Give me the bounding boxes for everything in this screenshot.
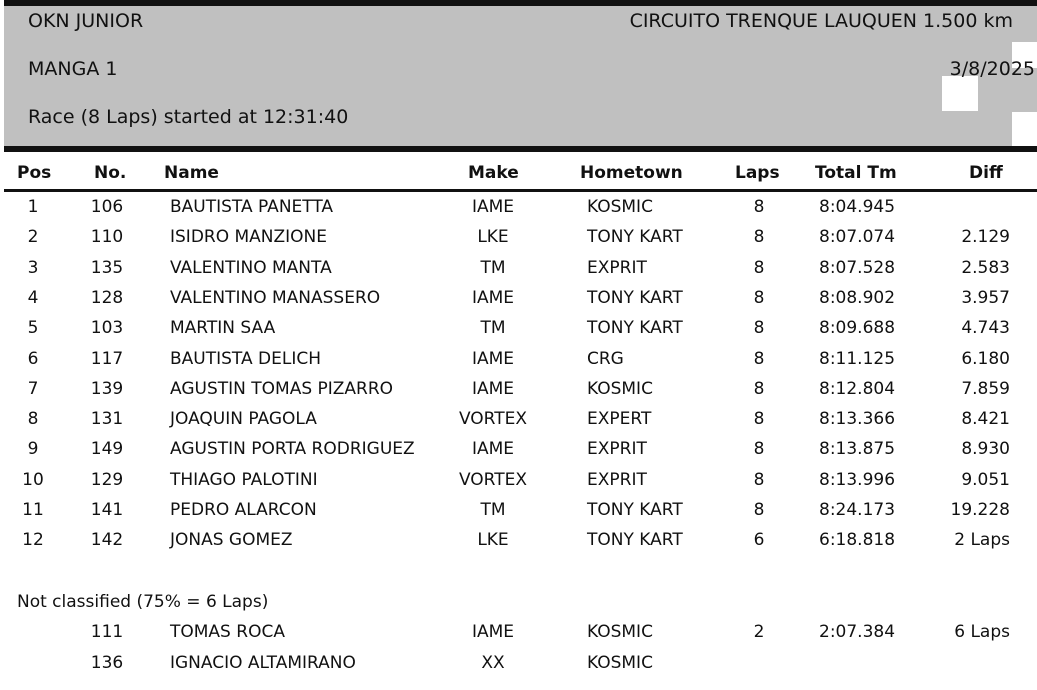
cell-hometown: TONY KART: [587, 287, 683, 308]
cell-pos: 12: [22, 530, 44, 551]
header-bottom-rule: [4, 146, 1037, 152]
cell-pos: 11: [22, 500, 44, 520]
cell-diff: 4.743: [961, 318, 1010, 339]
cell-laps: 8: [753, 197, 765, 217]
cell-name: BAUTISTA PANETTA: [170, 197, 334, 217]
column-header-rule: [4, 189, 1037, 192]
cell-name: AGUSTIN TOMAS PIZARRO: [170, 378, 394, 399]
cell-total-time: 8:24.173: [819, 500, 896, 520]
cell-number: 135: [90, 257, 124, 278]
col-name-header: Name: [164, 163, 219, 183]
cell-hometown: KOSMIC: [587, 652, 653, 673]
cell-make: LKE: [477, 227, 509, 248]
col-laps-header: Laps: [735, 163, 780, 183]
cell-laps: 8: [753, 348, 765, 369]
cell-name: JOAQUIN PAGOLA: [170, 409, 317, 430]
cell-pos: 10: [22, 469, 44, 490]
cell-total-time: 8:07.528: [819, 257, 896, 278]
cell-diff: 6 Laps: [954, 622, 1010, 642]
cell-pos: 2: [27, 227, 39, 248]
cell-make: VORTEX: [458, 469, 528, 490]
cell-laps: 2: [753, 622, 765, 642]
cell-name: JONAS GOMEZ: [170, 530, 293, 551]
cell-make: LKE: [477, 530, 509, 551]
cell-number: 103: [90, 318, 124, 339]
cell-laps: 8: [753, 318, 765, 339]
col-pos-header: Pos: [17, 163, 52, 183]
cell-hometown: EXPRIT: [587, 469, 647, 490]
cell-hometown: KOSMIC: [587, 197, 653, 217]
cell-pos: 6: [27, 348, 39, 369]
cell-total-time: 8:07.074: [819, 227, 896, 248]
cell-laps: 8: [753, 287, 765, 308]
cell-name: MARTIN SAA: [170, 318, 276, 339]
cell-make: IAME: [471, 439, 515, 460]
col-diff-header: Diff: [969, 163, 1003, 183]
cell-name: IGNACIO ALTAMIRANO: [170, 652, 356, 673]
cell-total-time: 8:09.688: [819, 318, 896, 339]
cell-name: VALENTINO MANASSERO: [170, 287, 381, 308]
cell-name: PEDRO ALARCON: [170, 500, 317, 520]
cell-make: IAME: [471, 287, 515, 308]
cell-pos: 4: [27, 287, 39, 308]
cell-total-time: 8:04.945: [819, 197, 896, 217]
cell-hometown: CRG: [587, 348, 624, 369]
cell-number: 128: [90, 287, 124, 308]
cell-make: TM: [480, 257, 506, 278]
cell-number: 149: [90, 439, 124, 460]
cell-diff: 7.859: [961, 378, 1010, 399]
cell-number: 142: [90, 530, 124, 551]
cell-make: VORTEX: [458, 409, 528, 430]
cell-number: 139: [90, 378, 124, 399]
cell-name: AGUSTIN PORTA RODRIGUEZ: [170, 439, 415, 460]
cell-pos: 5: [27, 318, 39, 339]
cell-hometown: TONY KART: [587, 500, 683, 520]
cell-diff: 8.930: [961, 439, 1010, 460]
cell-pos: 3: [27, 257, 39, 278]
cell-diff: 3.957: [961, 287, 1010, 308]
cell-make: IAME: [471, 622, 515, 642]
cell-diff: 2.583: [961, 257, 1010, 278]
cell-name: VALENTINO MANTA: [170, 257, 332, 278]
cell-total-time: 8:12.804: [819, 378, 896, 399]
cell-diff: 8.421: [961, 409, 1010, 430]
cell-number: 117: [90, 348, 124, 369]
cell-laps: 8: [753, 439, 765, 460]
cell-name: THIAGO PALOTINI: [170, 469, 318, 490]
cell-hometown: KOSMIC: [587, 378, 653, 399]
cell-diff: 6.180: [961, 348, 1010, 369]
cell-number: 141: [90, 500, 124, 520]
cell-hometown: KOSMIC: [587, 622, 653, 642]
cell-number: 111: [90, 622, 124, 642]
cell-make: TM: [480, 318, 506, 339]
cell-hometown: TONY KART: [587, 227, 683, 248]
cell-diff: 9.051: [961, 469, 1010, 490]
circuit-title: CIRCUITO TRENQUE LAUQUEN 1.500 km: [629, 10, 1013, 32]
race-date: 3/8/2025: [949, 58, 1035, 80]
header-gap: [942, 76, 978, 111]
cell-number: 131: [90, 409, 124, 430]
cell-make: IAME: [471, 197, 515, 217]
col-no-header: No.: [94, 163, 127, 183]
cell-name: TOMAS ROCA: [170, 622, 285, 642]
cell-laps: 8: [753, 227, 765, 248]
cell-diff: 2.129: [961, 227, 1010, 248]
cell-total-time: 8:13.875: [819, 439, 896, 460]
cell-laps: 6: [753, 530, 765, 551]
cell-make: IAME: [471, 348, 515, 369]
race-start-info: Race (8 Laps) started at 12:31:40: [28, 106, 349, 128]
cell-laps: 8: [753, 469, 765, 490]
cell-make: IAME: [471, 378, 515, 399]
cell-pos: 1: [27, 197, 39, 217]
cell-total-time: 6:18.818: [819, 530, 896, 551]
cell-hometown: TONY KART: [587, 318, 683, 339]
cell-total-time: 2:07.384: [819, 622, 896, 642]
cell-make: XX: [481, 652, 505, 673]
cell-pos: 7: [27, 378, 39, 399]
cell-number: 110: [90, 227, 124, 248]
cell-name: ISIDRO MANZIONE: [170, 227, 328, 248]
col-make-header: Make: [468, 163, 519, 183]
cell-number: 129: [90, 469, 124, 490]
cell-make: TM: [480, 500, 506, 520]
cell-laps: 8: [753, 257, 765, 278]
cell-total-time: 8:13.366: [819, 409, 896, 430]
header-gap: [1012, 112, 1037, 146]
cell-pos: 8: [27, 409, 39, 430]
cell-diff: 2 Laps: [954, 530, 1010, 551]
cell-total-time: 8:13.996: [819, 469, 896, 490]
cell-number: 136: [90, 652, 124, 673]
not-classified-label: Not classified (75% = 6 Laps): [17, 592, 269, 612]
series-title: OKN JUNIOR: [28, 10, 144, 32]
cell-total-time: 8:08.902: [819, 287, 896, 308]
cell-hometown: TONY KART: [587, 530, 683, 551]
cell-laps: 8: [753, 409, 765, 430]
cell-number: 106: [90, 197, 124, 217]
cell-pos: 9: [27, 439, 39, 460]
cell-laps: 8: [753, 378, 765, 399]
col-hometown-header: Hometown: [580, 163, 683, 183]
cell-total-time: 8:11.125: [819, 348, 896, 369]
cell-hometown: EXPERT: [587, 409, 652, 430]
cell-laps: 8: [753, 500, 765, 520]
cell-diff: 19.228: [950, 500, 1010, 520]
col-total-header: Total Tm: [815, 163, 897, 183]
cell-hometown: EXPRIT: [587, 257, 647, 278]
session-title: MANGA 1: [28, 58, 118, 80]
cell-name: BAUTISTA DELICH: [170, 348, 321, 369]
cell-hometown: EXPRIT: [587, 439, 647, 460]
